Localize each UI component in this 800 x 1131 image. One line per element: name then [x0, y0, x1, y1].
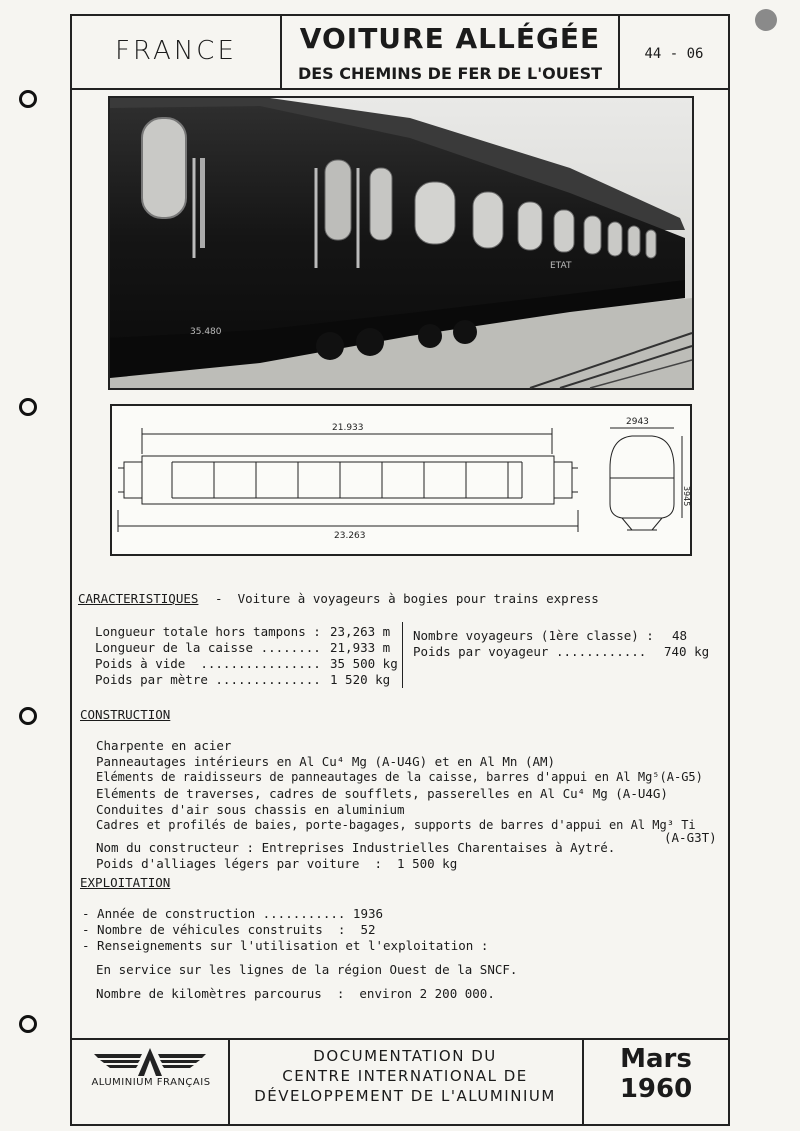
construction-line: Eléments de raidisseurs de panneautages de la caisse, barres d'appui en Al Mg⁵(A-G5) — [96, 770, 703, 784]
spec-value: 23,263 m — [330, 624, 391, 639]
exploitation-line: - Nombre de véhicules construits : 52 — [82, 922, 376, 937]
spec-label: Longueur totale hors tampons : — [95, 624, 321, 639]
total-length-label: 23.263 — [334, 531, 366, 541]
spec-label: Longueur de la caisse ........ — [95, 640, 321, 655]
footer-doc-line: DÉVELOPPEMENT DE L'ALUMINIUM — [254, 1087, 556, 1105]
construction-line: Charpente en acier — [96, 738, 232, 753]
characteristics-intro: - Voiture à voyageurs à bogies pour trains express — [215, 591, 599, 606]
spec-value: 1 520 kg — [330, 672, 391, 687]
exploitation-heading: EXPLOITATION — [80, 875, 171, 890]
characteristics-heading: CARACTERISTIQUES — [78, 591, 199, 606]
winged-a-logo-icon — [90, 1046, 210, 1078]
spec-label: Poids par mètre .............. — [95, 672, 321, 687]
width-label: 2943 — [626, 417, 649, 427]
header-divider — [70, 88, 730, 90]
height-label: 3945 — [682, 486, 691, 507]
spec-value: 35 500 kg — [330, 656, 398, 671]
spec-label: Nombre voyageurs (1ère classe) : — [413, 628, 654, 643]
footer-doc-line: DOCUMENTATION DU — [313, 1047, 497, 1065]
exploitation-line: - Année de construction ........... 1936 — [82, 906, 384, 921]
table-separator — [402, 622, 403, 688]
document-reference: 44 - 06 — [644, 46, 704, 62]
exploitation-detail: Nombre de kilomètres parcourus : environ 2 200 000. — [96, 986, 495, 1001]
binder-hole — [19, 707, 37, 725]
binder-hole — [19, 1015, 37, 1033]
spec-value: 740 kg — [664, 644, 710, 659]
spec-value: 21,933 m — [330, 640, 391, 655]
exploitation-detail: En service sur les lignes de la région Ouest de la SNCF. — [96, 962, 518, 977]
spec-label: Poids à vide ................ — [95, 656, 321, 671]
page-title: VOITURE ALLÉGÉE — [299, 22, 601, 55]
spec-label: Poids par voyageur ............ — [413, 644, 647, 659]
construction-line: Conduites d'air sous chassis en aluminium — [96, 802, 405, 817]
construction-line: Eléments de traverses, cadres de soufflets, passerelles en Al Cu⁴ Mg (A-U4G) — [96, 786, 668, 801]
construction-line: Nom du constructeur : Entreprises Industrielles Charentaises à Aytré. — [96, 840, 616, 855]
inner-length-label: 21.933 — [332, 423, 364, 433]
coach-photo-illustration — [110, 98, 692, 388]
page-subtitle: DES CHEMINS DE FER DE L'OUEST — [297, 64, 603, 83]
spec-value: 48 — [672, 628, 688, 643]
alloy-note: (A-G3T) — [664, 830, 717, 845]
coach-number-marking: 35.480 — [190, 327, 222, 337]
exploitation-line: - Renseignements sur l'utilisation et l'exploitation : — [82, 938, 489, 953]
coach-photograph — [108, 96, 694, 390]
logo-label: ALUMINIUM FRANÇAIS — [91, 1077, 211, 1088]
publication-date: Mars 1960 — [619, 1044, 693, 1104]
owner-marking: ETAT — [550, 261, 572, 271]
binder-hole — [19, 398, 37, 416]
side-and-end-elevation — [112, 406, 690, 554]
binder-hole — [19, 90, 37, 108]
country-label: FRANCE — [115, 36, 237, 66]
aluminium-francais-logo — [90, 1046, 210, 1078]
construction-heading: CONSTRUCTION — [80, 707, 171, 722]
footer-divider — [70, 1038, 730, 1040]
construction-line: Cadres et profilés de baies, porte-bagages, supports de barres d'appui en Al Mg³ Ti — [96, 818, 696, 832]
coach-technical-drawing — [110, 404, 692, 556]
corner-dot — [755, 9, 777, 31]
footer-doc-line: CENTRE INTERNATIONAL DE — [282, 1067, 528, 1085]
construction-line: Panneautages intérieurs en Al Cu⁴ Mg (A-U4G) et en Al Mn (AM) — [96, 754, 556, 769]
construction-line: Poids d'alliages légers par voiture : 1 500 kg — [96, 856, 458, 871]
